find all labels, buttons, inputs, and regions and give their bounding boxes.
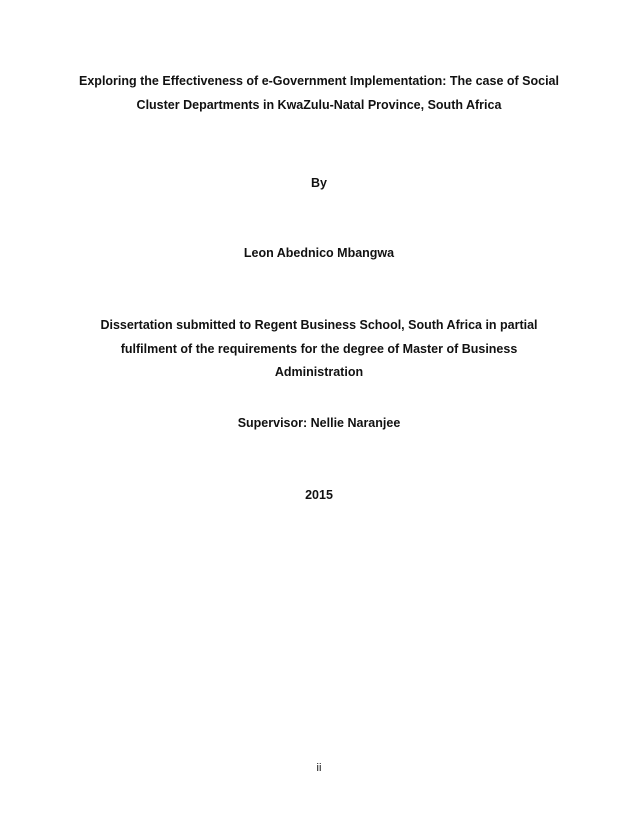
- author-name: Leon Abednico Mbangwa: [243, 246, 395, 260]
- by-label: By: [311, 176, 327, 190]
- supervisor: Supervisor: Nellie Naranjee: [237, 416, 401, 430]
- dissertation-statement-line-1: Dissertation submitted to Regent Business School, South Africa in partial: [100, 318, 538, 332]
- year: 2015: [305, 488, 333, 502]
- dissertation-statement-line-3: Administration: [274, 365, 364, 379]
- page-number: ii: [316, 762, 322, 774]
- thesis-title-line-2: Cluster Departments in KwaZulu-Natal Province, South Africa: [136, 98, 502, 112]
- thesis-title-line-1: Exploring the Effectiveness of e-Government Implementation: The case of Social: [79, 74, 559, 88]
- dissertation-statement-line-2: fulfilment of the requirements for the degree of Master of Business: [120, 342, 518, 356]
